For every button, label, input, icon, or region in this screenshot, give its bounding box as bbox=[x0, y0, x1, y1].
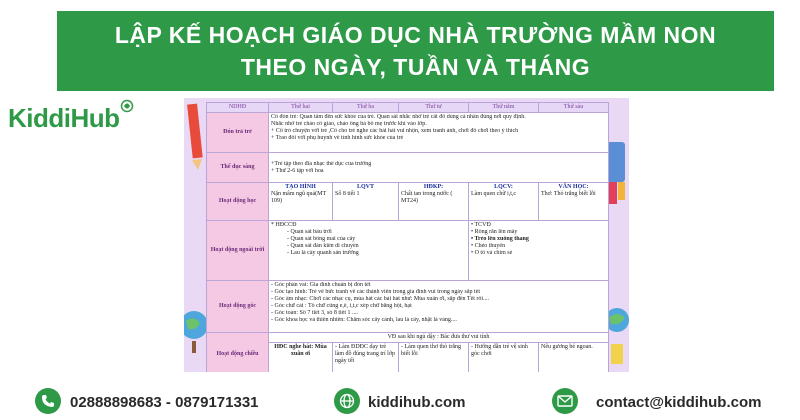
table-cell: VĐ sau khi ngủ dậy : Bác đưa thư vui tính bbox=[269, 333, 609, 343]
cell-line: • TCVĐ bbox=[471, 222, 491, 228]
header-cell: Thứ hai bbox=[269, 103, 333, 113]
row-label: Hoạt động chiều bbox=[207, 333, 269, 373]
website-link[interactable]: kiddihub.com bbox=[368, 394, 466, 411]
cell-line: - Góc chữ cái : Tô chữ cũng e,ê, i,t,c xếp chữ bằng hột, hạt bbox=[271, 303, 412, 309]
title-banner bbox=[57, 11, 774, 91]
cell-line: - Góc khoa học và thiên nhiên: Chăm sóc cây cảnh, lau lá cây, nhặt lá vàng.... bbox=[271, 317, 457, 323]
subject-heading: LQVT bbox=[356, 184, 374, 190]
table-row bbox=[207, 281, 609, 333]
cell-text: Số 8 tiết 1 bbox=[335, 191, 360, 197]
table-row bbox=[207, 333, 609, 343]
subject-heading: TẠO HÌNH bbox=[285, 184, 316, 190]
table-cell bbox=[469, 221, 609, 281]
table-cell bbox=[539, 183, 609, 221]
lesson-plan-table bbox=[206, 102, 609, 372]
subject-heading: VĂN HỌC: bbox=[558, 184, 589, 190]
cell-line: - Quan sát bầu trời bbox=[287, 229, 332, 235]
table-cell: - Làm quen thơ thỏ trắng biết lỗi bbox=[399, 343, 469, 373]
table-cell bbox=[399, 183, 469, 221]
cell-line: + Thứ 2-6 tập với hoa bbox=[271, 167, 324, 174]
email-link[interactable]: contact@kiddihub.com bbox=[596, 394, 762, 411]
cell-line: • Ô tô và chim sẻ bbox=[471, 250, 513, 256]
header-cell: Thứ năm bbox=[469, 103, 539, 113]
cell-text: Chất tan trong nước ( MT24) bbox=[401, 191, 453, 204]
table-cell: Nêu gương bé ngoan. bbox=[539, 343, 609, 373]
cell-line: +Trẻ tập theo đĩa nhạc thể dục của trường bbox=[271, 160, 372, 167]
cell-line: * HĐCCĐ bbox=[271, 222, 297, 228]
header-cell: Thứ tư bbox=[399, 103, 469, 113]
table-header-row bbox=[207, 103, 609, 113]
cell-text: Nặn mâm ngũ quả(MT 109) bbox=[271, 191, 327, 204]
title-line-2: THEO NGÀY, TUẦN VÀ THÁNG bbox=[240, 54, 591, 80]
cell-line: • Trèo lên xuống thang bbox=[471, 236, 529, 242]
header-cell: Thứ ba bbox=[333, 103, 399, 113]
logo-text: KiddiHub bbox=[8, 103, 120, 133]
cell-line: • Chèo thuyền bbox=[471, 243, 506, 249]
title-line-1: LẬP KẾ HOẠCH GIÁO DỤC NHÀ TRƯỜNG MẦM NON bbox=[114, 22, 717, 48]
table-cell bbox=[333, 183, 399, 221]
cell-line: - Góc toán: Số 7 tiết 3, số 8 tiết 1 .... bbox=[271, 310, 358, 316]
cell-line: • Rồng rắn lên mây bbox=[471, 229, 518, 235]
kiddihub-logo bbox=[8, 103, 120, 134]
subject-heading: HĐKP: bbox=[423, 184, 444, 190]
row-label: Hoạt động góc bbox=[207, 281, 269, 333]
cell-line: - Góc âm nhạc: Chơi các nhạc cụ, múa hát các bài hát như: Mùa xuân ơi, sắp đến Tết rồi.... bbox=[271, 296, 490, 302]
table-row bbox=[207, 183, 609, 221]
cell-line: Nhắc nhở trẻ chào cô giáo, chào ông bà bố mẹ trước khi vào lớp. bbox=[271, 121, 427, 127]
table-cell bbox=[269, 281, 609, 333]
cell-line: - Quan sát bông mai của cây bbox=[287, 236, 356, 242]
row-label: Thể dục sáng bbox=[207, 153, 269, 183]
cell-line: + Cô trò chuyện với trẻ ,Cô cho trẻ nghe các bài hát vui nhộn, xem tranh ảnh, chơi đồ chơi theo ý thích bbox=[271, 128, 519, 134]
table-cell: - Làm ĐDĐC dạy trẻ làm đồ đúng trang trí lớp ngày tết bbox=[333, 343, 399, 373]
table-cell: - Hướng dẫn trẻ vệ sinh góc chơi bbox=[469, 343, 539, 373]
leaf-icon bbox=[120, 99, 134, 113]
table-row bbox=[207, 153, 609, 183]
row-label: Hoạt động ngoài trời bbox=[207, 221, 269, 281]
row-label: Hoạt động học bbox=[207, 183, 269, 221]
cell-text: Thơ: Thỏ trắng biết lỗi bbox=[541, 191, 596, 197]
row-label: Đón trả trẻ bbox=[207, 113, 269, 153]
table-cell bbox=[269, 113, 609, 153]
table-cell bbox=[269, 183, 333, 221]
table-cell: HĐC nghe hát: Mùa xuân ơi bbox=[269, 343, 333, 373]
pencil-icon bbox=[184, 102, 208, 172]
table-row bbox=[207, 221, 609, 281]
table-cell bbox=[269, 153, 609, 183]
header-cell: Thứ sáu bbox=[539, 103, 609, 113]
header-cell: NDHĐ bbox=[207, 103, 269, 113]
phone-icon bbox=[35, 388, 61, 414]
subject-heading: LQCV: bbox=[494, 184, 513, 190]
lesson-plan-image bbox=[184, 98, 629, 372]
table-cell bbox=[269, 221, 469, 281]
globe-icon bbox=[334, 388, 360, 414]
cell-line: - Góc phân vai: Gia đình chuẩn bị đón tết bbox=[271, 282, 371, 288]
cell-line: - Lau lá cây quanh sân trường bbox=[287, 250, 359, 256]
mail-icon bbox=[552, 388, 578, 414]
cell-line: - Góc tạo hình: Trẻ vẽ bức tranh về các thành viên trong gia đình vui trong ngày sắp tết bbox=[271, 289, 481, 295]
table-row bbox=[207, 113, 609, 153]
contact-footer bbox=[0, 384, 800, 420]
cell-text: Làm quen chữ i,t,c bbox=[471, 191, 517, 197]
cell-line: + Trao đổi với phụ huynh về tình hình sức khỏe của trẻ bbox=[271, 135, 404, 141]
phone-number[interactable]: 02888898683 - 0879171331 bbox=[70, 394, 259, 411]
table-cell bbox=[469, 183, 539, 221]
cell-line: - Quan sát đàn kiến di chuyển bbox=[287, 243, 359, 249]
cell-line: Cô đón trẻ: Quan tâm đến sức khỏe của trẻ. Quan sát nhắc nhở trẻ cất đồ dùng cá nhân đúng nơi quy định. bbox=[271, 114, 526, 120]
